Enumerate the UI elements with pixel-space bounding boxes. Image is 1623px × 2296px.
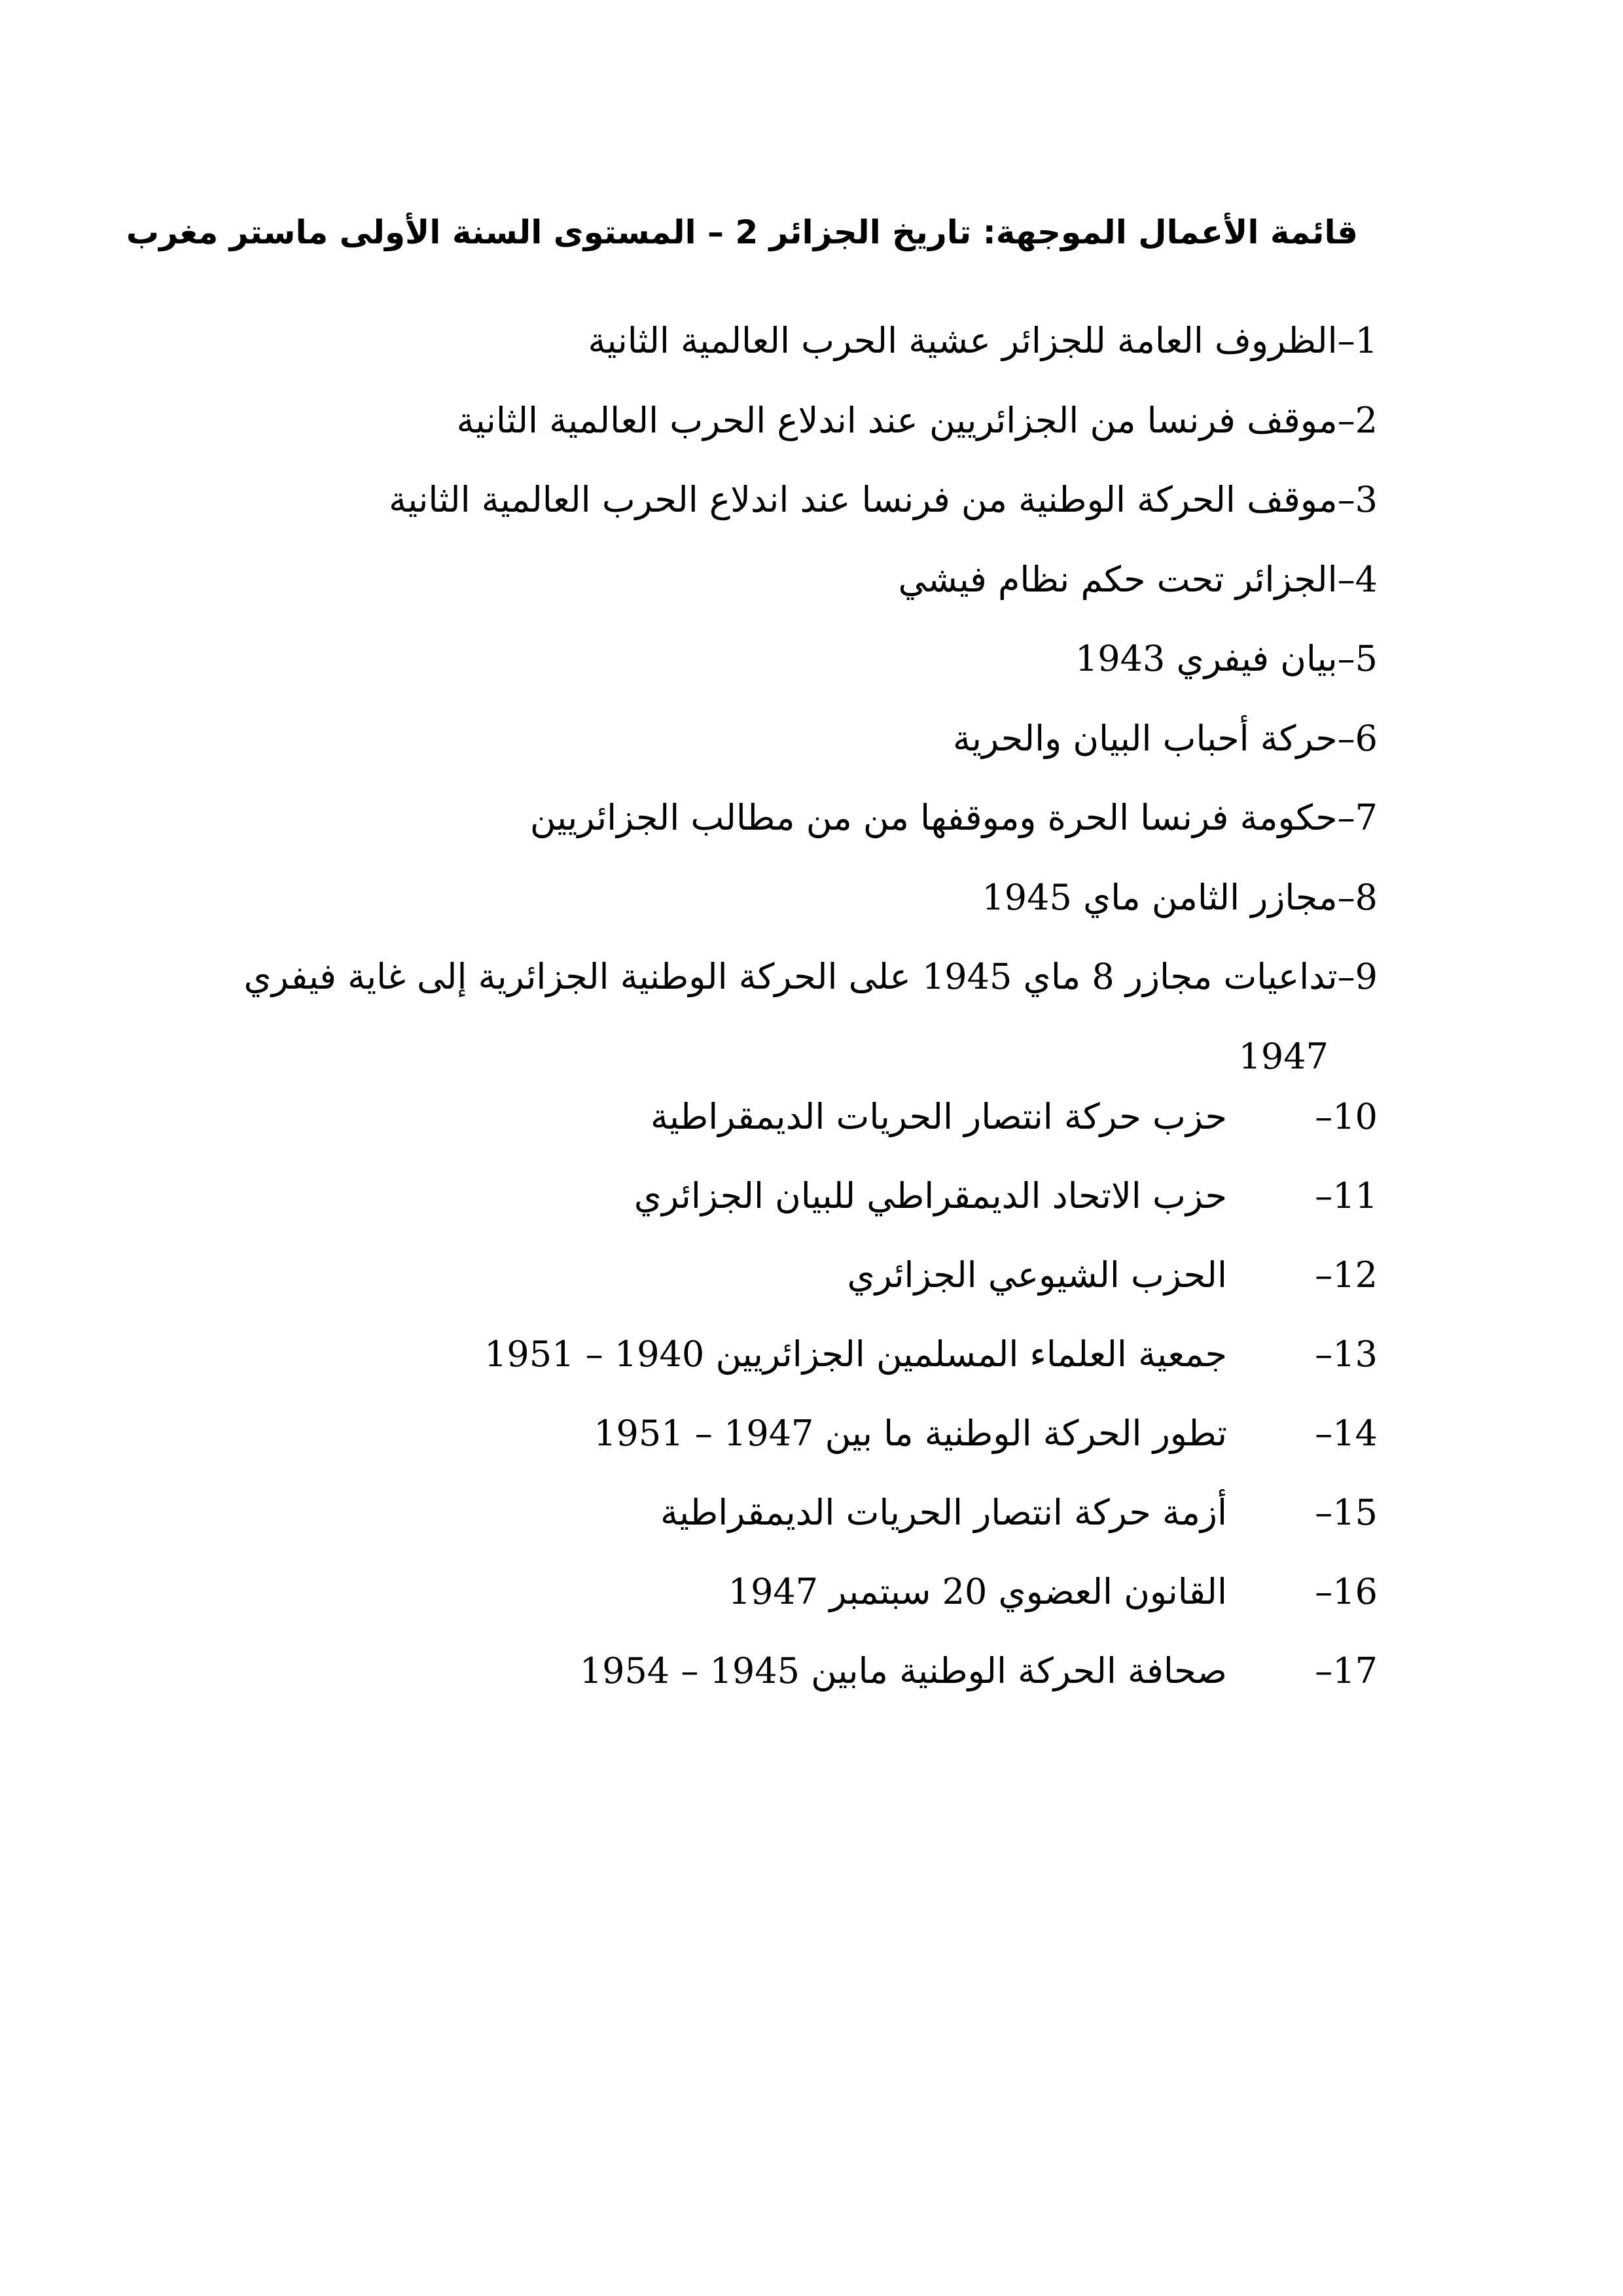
item-text: الظروف العامة للجزائر عشية الحرب العالمية الثانية — [588, 320, 1338, 361]
item-text: بيان فيفري 1943 — [1075, 638, 1338, 679]
list-item — [187, 937, 1378, 1096]
item-text: حزب حركة انتصار الحريات الديمقراطية — [650, 1096, 1227, 1137]
list-item — [187, 619, 1378, 699]
item-number: 1– — [1337, 320, 1378, 361]
item-number: 3– — [1337, 479, 1378, 520]
list-item — [200, 1631, 1378, 1710]
item-text: موقف فرنسا من الجزائريين عند اندلاع الحرب العالمية الثانية — [456, 399, 1338, 441]
list-item — [200, 1077, 1378, 1156]
list-item — [187, 699, 1378, 779]
item-text: القانون العضوي 20 سبتمبر 1947 — [728, 1571, 1227, 1612]
list-item — [187, 460, 1378, 540]
item-number: 14– — [1315, 1413, 1378, 1454]
item-number: 6– — [1337, 717, 1378, 759]
item-number: 2– — [1337, 399, 1378, 441]
item-text: الجزائر تحت حكم نظام فيشي — [898, 558, 1338, 600]
list-item — [200, 1394, 1378, 1473]
item-text: الحزب الشيوعي الجزائري — [847, 1254, 1227, 1296]
list-item — [200, 1235, 1378, 1315]
item-text: مجازر الثامن ماي 1945 — [982, 876, 1338, 918]
item-number: 12– — [1315, 1254, 1378, 1296]
item-text: تطور الحركة الوطنية ما بين 1947 – 1951 — [594, 1413, 1227, 1454]
list-item — [187, 540, 1378, 620]
item-text: حكومة فرنسا الحرة وموقفها من من مطالب الجزائريين — [529, 797, 1338, 838]
list-item — [200, 1552, 1378, 1631]
item-text: جمعية العلماء المسلمين الجزائريين 1940 – 1951 — [484, 1333, 1227, 1375]
item-number: 4– — [1337, 558, 1378, 600]
item-text: موقف الحركة الوطنية من فرنسا عند اندلاع الحرب العالمية الثانية — [389, 479, 1338, 520]
item-text: حركة أحباب البيان والحرية — [953, 717, 1338, 759]
item-text: حزب الاتحاد الديمقراطي للبيان الجزائري — [633, 1175, 1227, 1216]
list-item — [187, 381, 1378, 461]
item-number: 7– — [1337, 797, 1378, 838]
item-number: 16– — [1315, 1571, 1378, 1612]
item-number: 8– — [1337, 876, 1378, 918]
item-text-continuation: 1947 — [1238, 1035, 1329, 1077]
list-item — [187, 858, 1378, 938]
list-item — [200, 1156, 1378, 1235]
list-item — [187, 301, 1378, 381]
document-title: قائمة الأعمال الموجهة: تاريخ الجزائر 2 – المستوى السنة الأولى ماستر مغرب — [126, 213, 1358, 251]
item-text: تداعيات مجازر 8 ماي 1945 على الحركة الوطنية الجزائرية إلى غاية فيفري — [243, 956, 1338, 997]
item-number: 15– — [1315, 1492, 1378, 1533]
topics-list-part-2 — [200, 1077, 1378, 1710]
list-item — [187, 778, 1378, 858]
item-number: 9– — [1337, 956, 1378, 997]
item-number: 11– — [1315, 1175, 1378, 1216]
list-item — [200, 1473, 1378, 1552]
item-number: 10– — [1315, 1096, 1378, 1137]
item-text: صحافة الحركة الوطنية مابين 1945 – 1954 — [579, 1650, 1227, 1691]
item-number: 13– — [1315, 1333, 1378, 1375]
item-text: أزمة حركة انتصار الحريات الديمقراطية — [660, 1492, 1227, 1533]
list-item — [200, 1315, 1378, 1394]
topics-list-part-1 — [187, 301, 1378, 1096]
item-number: 5– — [1337, 638, 1378, 679]
item-number: 17– — [1315, 1650, 1378, 1691]
